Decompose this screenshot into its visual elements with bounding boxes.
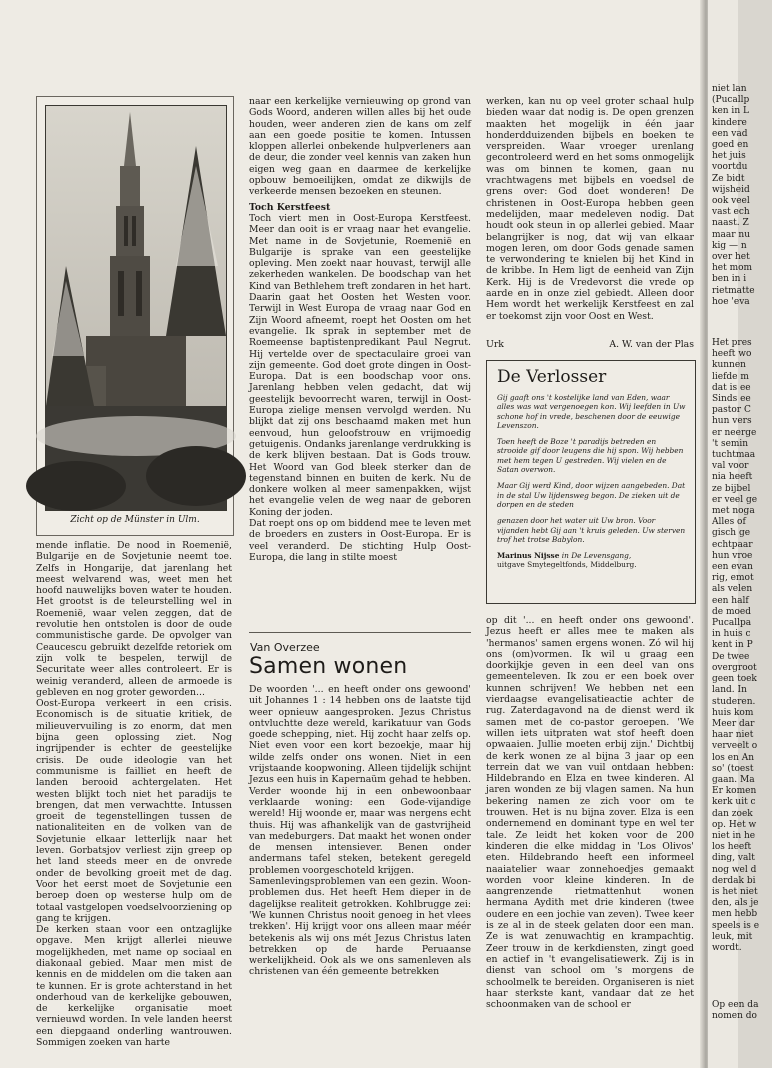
poem-author: Marinus Nijsse: [497, 551, 560, 561]
right-page-edge: [708, 0, 760, 1068]
right-page-line: naast. Z: [712, 218, 749, 229]
right-page-line: kunnen: [712, 360, 746, 371]
column-1: [36, 540, 232, 1048]
right-page-line: ze bijbel: [712, 483, 751, 494]
col2-intro: naar een kerkelijke vernieuwing op grond van Gods Woord, anderen willen alles bij het oude houden, weer anderen zien de kans om zelf aan een goede positie te komen. Intussen kloppen allerlei onbekende hulpverleners aan de deur, die zonder veel kennis van zaken hun eigen weg gaan en daarmee de kerkelijke opbouw bemoeilijken, omdat ze dikwijls de verkeerde mensen bezoeken en steunen.: [249, 96, 471, 198]
right-page-line: so' (toest: [712, 763, 754, 774]
right-page-line: Er komen: [712, 786, 757, 797]
col3-body: werken, kan nu op veel groter schaal hulp bieden waar dat nodig is. De open grenzen maakten het mogelijk in één jaar honderdduizenden bijbels en boeken te verspreiden. Waar vroeger urenlang gecontroleerd werd en het soms onmogelijk was om binnen te komen, gaan nu vrachtwagens met bijbels en voedsel de grens over: God doet wonderen! De christenen in Oost-Europa hebben geen medelijden, maar medeleven nodig. Dat houdt ook steun in op allerlei gebied. Maar belangrijker is nog, dat wij van elkaar mogen leren, om door Gods genade samen te verwondering te knielen bij het Kind in de kribbe. In Hem ligt de eenheid van Zijn Kerk. Hij is de Vredevorst die vrede op aarde en in onze ziel gebiedt. Alleen door Hem wordt het werkelijk Kerstfeest en zal er toekomst zijn voor Oost en West.: [486, 96, 694, 322]
right-page-line: studeren.: [712, 696, 756, 707]
right-page-line: men hebb: [712, 909, 758, 920]
right-page-line: het mom: [712, 263, 753, 274]
right-page-line: heeft wo: [712, 349, 752, 360]
section-heading: Toch Kerstfeest: [249, 201, 331, 213]
right-page-line: gaan. Ma: [712, 774, 755, 785]
right-page-line: over het: [712, 252, 750, 263]
right-page-line: maar nu: [712, 229, 751, 240]
right-page-line: in huis c: [712, 629, 751, 640]
right-page-line: ken in L: [712, 106, 749, 117]
col1-paragraph: Oost-Europa verkeert in een crisis. Economisch is de situatie kritiek, de milieuvervuiling is zo enorm, dat men bijna geen oplossing ziet. Nog ingrijpender is echter de geestelijke crisis. De oude ideologie van het communisme is failliet en heeft de landen berooid achtergelaten. Het westen blijkt toch niet het paradijs te brengen, dat men verwachtte. Intussen groeit de tegenstellingen tussen de nationaliteiten en de volken van de Sovjetunie elkaar letterlijk naar het leven. Gorbatsjov verliest zijn greep op het land steeds meer en de onvrede onder de bevolking groeit met de dag. Voor het eerst moet de Sovjetunie een beroep doen op westerse hulp om de totaal vastgelopen voedselvoorziening op gang te krijgen.: [36, 698, 232, 924]
right-page-line: voortdu: [712, 162, 748, 173]
right-page-line: als velen: [712, 584, 753, 595]
right-page-line: echtpaar: [712, 539, 753, 550]
section-divider: [249, 632, 471, 633]
right-page-line: pastor C: [712, 405, 751, 416]
right-page-line: Alles of: [712, 517, 746, 528]
right-page-line: Meer dar: [712, 718, 755, 729]
section-kicker: Van Overzee: [250, 641, 320, 654]
right-page-line: er veel ge: [712, 494, 758, 505]
right-page-line: ding, valt: [712, 853, 755, 864]
column-2: [249, 96, 471, 563]
right-page-line: leuk, mit: [712, 931, 753, 942]
article2-paragraph: op dit '... en heeft onder ons gewoond'. Jezus heeft er alles mee te maken als 'hermanos' samen ergens wonen. Zó wil hij ons (om)vormen. Ik wil u graag een doorkijkje geven in een deel van ons gemeenteleven. Ik zou er een boek over kunnen schrijven! We hebben net een vierdaagse evangelisatieactie achter de rug. Zaterdagavond na de dienst werd ik samen met de co-pastor geroepen. 'We willen iets uitpraten wat stof heeft doen opwaaien. Jullie moeten erbij zijn.' Dichtbij de kerk wonen ze al bijna 3 jaar op een terrein dat we van vuil ontdaan hebben: Hildebrando en Elza en twee kinderen. Al jaren wonden ze bij vlagen samen. Na hun bekering namen ze zich voor om te trouwen. Het is nu bijna zover. Elza is een ondernemend en dominant type en wel ter tale. Ze leidt het koken voor de 200 kinderen die elke middag in 'Los Olivos' eten. Hildebrando heeft een informeel naaiatelier waar zonnehoedjes gemaakt worden voor kleine kinderen. In de aangrenzende rietmattenhut wonen hermana Aydith met drie kinderen (twee oudere en een jochie van zeven). Twee keer is ze al in de steek gelaten door een man. Ze is wat zenuwachtig en krampachtig. Zeer trouw in de kerkdiensten, zingt goed en actief in 't evangelisatiewerk. Zij is in dienst van school om 's morgens de schoolmelk te bereiden. Organiseren is niet haar sterkste kant, vandaar dat ze het schoonmaken van de school er: [486, 615, 694, 1011]
poem-stanza: Gij gaaft ons 't kostelijke land van Eden, waar alles was wat vergenoegen kon. Wij leefden in Uw schone hof in vrede, beschenen door de eeuwige Levenszon.: [497, 393, 686, 430]
right-page-line: rig, emot: [712, 573, 754, 584]
article2-column-2: [486, 615, 694, 1010]
signoff-author: A. W. van der Plas: [609, 339, 694, 350]
signoff-place: Urk: [486, 339, 504, 350]
right-page-line: los en An: [712, 752, 755, 763]
right-page-line: rietmatte: [712, 285, 755, 296]
right-page-line: hun vers: [712, 416, 752, 427]
right-page-line: kerk uit c: [712, 797, 756, 808]
right-page-line: val voor: [712, 461, 749, 472]
munster-photo: [45, 105, 227, 511]
poem-publisher: uitgave Smytegeltfonds, Middelburg.: [497, 560, 637, 570]
right-page-line: Sinds ee: [712, 394, 751, 405]
right-page-fragment-c: [712, 1000, 772, 1022]
col2-body: Toch viert men in Oost-Europa Kerstfeest. Meer dan ooit is er vraag naar het evangelie. Met name in de Sovjetunie, Roemenië en Bulgarije is sprake van een geestelijke opleving. Men zoekt naar houvast, terwijl alle zekerheden wankelen. De boodschap van het Kind van Bethlehem treft zondaren in het hart. Daarin gaat het Oosten het Westen voor. Terwijl in West Europa de vraag naar God en Zijn Woord afneemt, roept het Oosten om het evangelie. Ik sprak in september met de Roemeense baptistenpredikant Paul Negrut. Hij vertelde over de spectaculaire groei van zijn gemeente. God doet grote dingen in Oost-Europa. Dat is een boodschap voor ons. Jarenlang hebben velen gedacht, dat wij geestelijk bevoorrecht waren, terwijl in Oost-Europa zielige mensen vervolgd werden. Nu blijkt dat zij ons beschaamd maken met hun eenvoud, hun geloofstrouw en vrijmoedig getuigenis. Ondanks jarenlange verdrukking is de kerk blijven bestaan. Dat is Gods trouw. Het Woord van God bleek sterker dan de tegenstand binnen en buiten de kerk. Nu de donkere wolken al meer samenpakken, wijst het evangelie velen de weg naar de geboren Koning der joden.: [249, 212, 471, 518]
right-page-line: ook veel: [712, 196, 750, 207]
photo-caption: Zicht op de Münster in Ulm.: [70, 515, 200, 525]
right-page-line: Ze bidt: [712, 173, 745, 184]
col2-closing: Dat roept ons op om biddend mee te leven met de broeders en zusters in Oost-Europa. Er is veel veranderd. De stichting Hulp Oost-Europa, die lang in stilte moest: [249, 517, 471, 563]
right-page-line: land. In: [712, 685, 747, 696]
poem-stanza: Toen heeft de Boze 't paradijs betreden en strooide gif door leugens die hij spon. Wij hebben met hem tegen U gestreden. Wij vielen en de Satan overwon.: [497, 437, 684, 475]
right-page-line: Pucallpa: [712, 618, 752, 629]
right-page-line: de moed: [712, 606, 751, 617]
right-page-line: overgroot: [712, 662, 757, 673]
right-page-line: kindere: [712, 117, 747, 128]
right-page-line: wijsheid: [712, 184, 750, 195]
article2-paragraph: De woorden '... en heeft onder ons gewoond' uit Johannes 1 : 14 hebben ons de laatste tijd weer opnieuw aangesproken. Jezus Christus ontvluchtte deze wereld, karikatuur van Gods goede schepping, niet. Hij zocht haar zelfs op. Niet even voor een kort bezoekje, maar hij wilde zelfs onder ons wonen. Niet in een vrijstaande koopwoning. Alleen tijdelijk schijnt Jezus een huis in Kapernaüm gehad te hebben. Verder woonde hij in een onbewoonbaar verklaarde woning: een Gode-vijandige wereld! Hij woonde er, maar was nergens echt thuis. Hij was afhankelijk van de gastvrijheid van medeburgers. Dat maakt het wonen onder de mensen intensiever. Benen onder andermans tafel steken, betekent geregeld problemen voorgeschoteld krijgen.: [249, 684, 471, 876]
right-page-fragment-a: [712, 84, 772, 308]
right-page-line: los heeft: [712, 842, 752, 853]
right-page-line: nia heeft: [712, 472, 753, 483]
right-page-line: er neerge: [712, 427, 757, 438]
right-page-line: dan zoek: [712, 808, 753, 819]
poem-source: in De Levensgang,: [561, 551, 632, 561]
right-page-line: den, als je: [712, 898, 759, 909]
photo-frame: [36, 96, 234, 536]
right-page-fragment-b: [712, 338, 772, 954]
right-page-line: verveelt o: [712, 741, 758, 752]
right-page-line: 't semin: [712, 438, 749, 449]
right-page-line: een vad: [712, 128, 748, 139]
right-page-line: hun vroe: [712, 550, 753, 561]
right-page-line: niet lan: [712, 84, 747, 94]
right-page-line: met noga: [712, 506, 755, 517]
right-page-line: kig — n: [712, 240, 747, 251]
right-page-line: een evan: [712, 562, 753, 573]
poem-text: [497, 393, 687, 570]
col1-paragraph: mende inflatie. De nood in Roemenië, Bulgarije en de Sovjetunie neemt toe. Zelfs in Hongarije, dat jarenlang het meest welvarend was, weet men het hoofd nauwelijks boven water te houden. Het grootst is de teleurstelling wel in Roemenië, waar velen zeggen, dat de revolutie hen ontstolen is door de oude communistische garde. De opvolger van Ceaucescu gebruikt dezelfde retoriek om zijn volk te bespelen, terwijl de Securitate weer alles controleert. Er is weinig veranderd, alleen de armoede is gebleven en nog groter geworden...: [36, 540, 232, 698]
right-page-line: kent in P: [712, 640, 753, 651]
right-page-line: haar niet: [712, 730, 754, 741]
right-page-line: niet in he: [712, 830, 756, 841]
article2-column-1: [249, 684, 471, 978]
col1-paragraph: De kerken staan voor een ontzaglijke opgave. Men krijgt allerlei nieuwe mogelijkheden, met name op sociaal en diakonaal gebied. Maar men mist de kennis en de middelen om die taken aan te kunnen. Er is grote achterstand in het onderhoud van de kerkelijke gebouwen, de kerkelijke organisatie moet vernieuwd worden. In vele landen heerst een diepgaand onderling wantrouwen. Sommigen zoeken van harte: [36, 924, 232, 1049]
munster-illustration: [46, 106, 226, 510]
right-page-line: hoe 'eva: [712, 296, 750, 307]
right-page-line: derdak bi: [712, 875, 756, 886]
right-page-line: dat is ee: [712, 382, 751, 393]
poem-box: [486, 360, 696, 604]
article-headline: Samen wonen: [249, 654, 408, 679]
right-page-line: (Pucallp: [712, 95, 750, 106]
column-3: [486, 96, 694, 322]
right-page-line: huis kom: [712, 707, 754, 718]
article2-paragraph: Samenlevingsproblemen van een gezin. Woon-problemen dus. Het heeft Hem dieper in de dagelijkse realiteit getrokken. Kohlbrugge zei: 'We kunnen Christus nooit genoeg in het vlees trekken'. Hij krijgt voor ons alleen maar méér betekenis als wij ons mét Jezus Christus laten betrekken op de harde Peruaanse werkelijkheid. Ook als we ons samenleven als christenen van één gemeente betrekken: [249, 876, 471, 978]
right-page-line: geen toek: [712, 674, 757, 685]
right-page-line: Op een da: [712, 1000, 759, 1010]
right-page-line: op. Het w: [712, 819, 757, 830]
right-page-line: vast ech: [712, 207, 750, 218]
poem-credit: [497, 551, 687, 570]
right-page-line: is het niet: [712, 886, 758, 897]
right-page-line: gisch ge: [712, 528, 751, 539]
right-page-line: nomen do: [712, 1011, 757, 1022]
right-page-line: een half: [712, 595, 749, 606]
poem-title: De Verlosser: [497, 367, 607, 387]
right-page-line: wordt.: [712, 942, 742, 953]
right-page-line: Het pres: [712, 338, 752, 348]
right-page-line: liefde m: [712, 371, 749, 382]
right-page-line: De twee: [712, 651, 750, 662]
poem-stanza: genazen door het water uit Uw bron. Voor vijanden hebt Gij aan 't kruis geleden. Uw sterven trof het trotse Babylon.: [497, 516, 686, 544]
poem-stanza: Maar Gij werd Kind, door wijzen aangebeden. Dat in de stal Uw lijdensweg begon. De zieken uit de dorpen en de steden: [497, 481, 686, 509]
right-page-line: nog wel d: [712, 864, 757, 875]
right-page-line: speels is e: [712, 920, 760, 931]
right-page-line: tuchtmaa: [712, 450, 756, 461]
right-page-line: het juis: [712, 151, 746, 162]
right-page-line: ben in i: [712, 274, 747, 285]
right-page-line: goed en: [712, 140, 749, 151]
